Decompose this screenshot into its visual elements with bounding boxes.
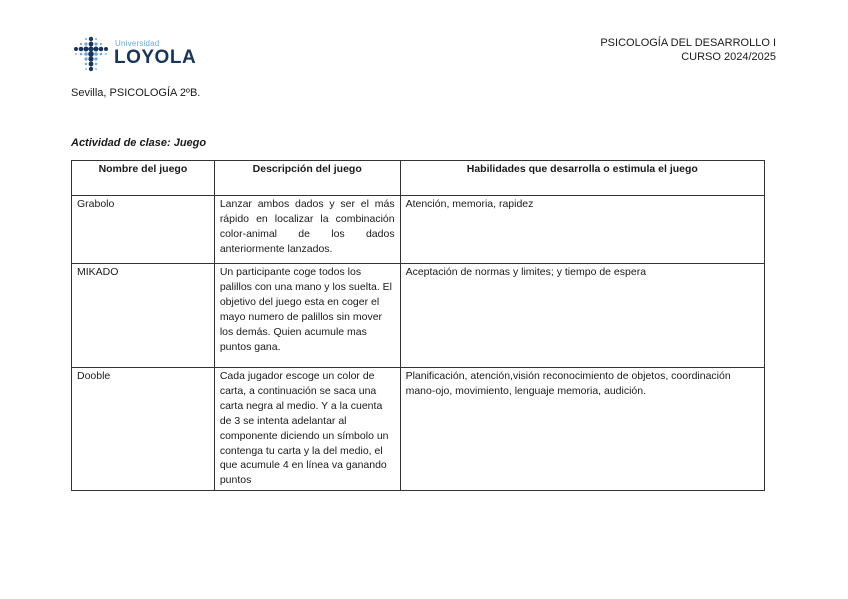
game-description: Cada jugador escoge un color de carta, a continuación se saca una carta negra al medio. Y a la cuenta de 3 se intenta adelantar al componente diciendo un símbolo un contenga tu carta y la del medio, el que acumule 4 en línea va ganando puntos <box>214 368 400 491</box>
game-name: Dooble <box>72 368 215 491</box>
header-game-skills: Habilidades que desarrolla o estimula el juego <box>400 161 764 196</box>
game-skills: Aceptación de normas y limites; y tiempo de espera <box>400 264 764 368</box>
logo-loyola-text: LOYOLA <box>114 47 197 68</box>
university-logo <box>72 35 196 75</box>
table-row <box>72 264 765 368</box>
table-row <box>72 196 765 264</box>
header-game-name: Nombre del juego <box>72 161 215 196</box>
header-game-description: Descripción del juego <box>214 161 400 196</box>
game-skills: Atención, memoria, rapidez <box>400 196 764 264</box>
game-name: Grabolo <box>72 196 215 264</box>
game-description: Lanzar ambos dados y ser el más rápido en localizar la combinación color-animal de los dados anteriormente lanzados. <box>214 196 400 264</box>
location-line: Sevilla, PSICOLOGÍA 2ºB. <box>71 87 201 99</box>
logo-university-text: Universidad <box>115 39 160 48</box>
game-skills: Planificación, atención,visión reconocimiento de objetos, coordinación mano-ojo, movimiento, lenguaje memoria, audición. <box>400 368 764 491</box>
game-description: Un participante coge todos los palillos con una mano y los suelta. El objetivo del juego esta en coger el mayo numero de palillos sin mover los demás. Quien acumule mas puntos gana. <box>214 264 400 368</box>
games-table <box>71 160 765 491</box>
game-name: MIKADO <box>72 264 215 368</box>
table-header-row <box>72 161 765 196</box>
course-title: PSICOLOGÍA DEL DESARROLLO I <box>600 37 776 49</box>
activity-title: Actividad de clase: Juego <box>71 137 207 149</box>
loyola-cross-icon <box>72 35 110 73</box>
course-header <box>600 36 776 64</box>
table-row <box>72 368 765 491</box>
course-year: CURSO 2024/2025 <box>681 51 776 63</box>
